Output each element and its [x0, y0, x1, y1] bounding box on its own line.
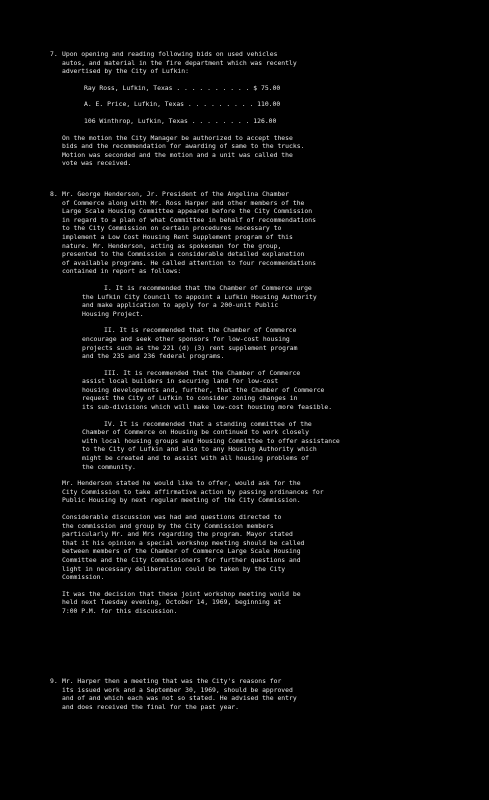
- text-line: encourage and seek other sponsors for low-cost housing: [82, 334, 290, 343]
- text-line: projects such as the 221 (d) (3) rent supplement program: [82, 343, 298, 352]
- text-line: bids and the recommendation for awarding of same to the trucks.: [62, 142, 305, 151]
- text-line: and make application to apply for a 200-unit Public: [82, 301, 279, 310]
- text-line: Commission.: [62, 573, 105, 582]
- text-line: Chamber of Commerce on Housing be continued to work closely: [82, 428, 310, 437]
- item-number: 7.: [50, 50, 58, 58]
- text-line: in regard to a plan of what Committee in behalf of recommendations: [62, 215, 316, 224]
- text-line: of Commerce along with Mr. Ross Harper and other members of the: [62, 198, 305, 207]
- text-line: Mr. Henderson stated he would like to offer, would ask for the: [62, 479, 301, 488]
- text-line: the commission and group by the City Commission members: [62, 521, 274, 530]
- agenda-item-9: [50, 677, 432, 711]
- text-line: I. It is recommended that the Chamber of Commerce urge: [104, 283, 312, 292]
- text-line: and does received the final for the past year.: [62, 702, 239, 711]
- text-line: might be created and to assist with all housing problems of: [82, 454, 310, 463]
- agenda-item-7: [50, 50, 432, 168]
- text-line: implement a Low Cost Housing Rent Supplement program of this: [62, 232, 293, 241]
- text-line: It was the decision that these joint workshop meeting would be: [62, 589, 301, 598]
- text-line: particularly Mr. and Mrs regarding the program. Mayor stated: [62, 530, 293, 539]
- text-line: II. It is recommended that the Chamber of Commerce: [104, 326, 297, 335]
- text-line: City Commission to take affirmative action by passing ordinances for: [62, 487, 324, 496]
- text-line: between members of the Chamber of Commerce Large Scale Housing: [62, 547, 301, 556]
- text-line: and of and which each was not so stated. He advised the entry: [62, 694, 297, 703]
- bid-line: A. E. Price, Lufkin, Texas . . . . . . . . . 110.00: [84, 100, 281, 109]
- text-line: III. It is recommended that the Chamber of Commerce: [104, 368, 301, 377]
- text-line: Upon opening and reading following bids on used vehicles: [62, 50, 278, 58]
- bid-line: Ray Ross, Lufkin, Texas . . . . . . . . . . $ 75.00: [84, 83, 281, 92]
- text-line: Motion was seconded and the motion and a unit was called the: [62, 150, 293, 159]
- text-line: its issued work and a September 30, 1969, should be approved: [62, 685, 293, 694]
- text-line: Committee and the City Commissioners for further questions and: [62, 555, 301, 564]
- item-number: 8.: [50, 190, 58, 198]
- text-line: request the City of Lufkin to consider zoning changes in: [82, 394, 298, 403]
- text-line: of available programs. He called attention to four recommendations: [62, 258, 316, 267]
- text-line: Considerable discussion was had and questions directed to: [62, 513, 282, 521]
- text-line: that it his opinion a special workshop meeting should be called: [62, 538, 305, 547]
- paragraph: [62, 590, 432, 616]
- text-line: housing developments and, further, that the Chamber of Commerce: [82, 385, 325, 394]
- text-line: IV. It is recommended that a standing committee of the: [104, 419, 312, 428]
- paragraph: [62, 513, 432, 582]
- recommendation-2: [82, 326, 432, 360]
- text-line: the community.: [82, 462, 136, 471]
- text-line: On the motion the City Manager be authorized to accept these: [62, 133, 293, 142]
- text-line: Large Scale Housing Committee appeared before the City Commission: [62, 207, 313, 216]
- text-line: 7:00 P.M. for this discussion.: [62, 606, 178, 615]
- item-number: 9.: [50, 677, 58, 685]
- text-line: held next Tuesday evening, October 14, 1969, beginning at: [62, 598, 282, 607]
- recommendation-4: [82, 420, 432, 472]
- text-line: to the City of Lufkin and also to any Housing Authority which: [82, 445, 317, 454]
- text-line: nature. Mr. Henderson, acting as spokesman for the group,: [62, 241, 282, 250]
- bid-line: 106 Winthrop, Lufkin, Texas . . . . . . . . 126.00: [84, 116, 277, 125]
- agenda-item-8: [50, 190, 432, 616]
- text-line: presented to the Commission a considerable detailed explanation: [62, 250, 305, 259]
- text-line: autos, and material in the fire department which was recently: [62, 58, 297, 67]
- text-line: to the City Commission on certain procedures necessary to: [62, 224, 282, 233]
- text-line: contained in report as follows:: [62, 267, 182, 276]
- paragraph: [62, 479, 432, 505]
- recommendation-1: [82, 284, 432, 318]
- bid-list: [84, 84, 432, 126]
- text-line: Housing Project.: [82, 309, 144, 318]
- text-line: vote was received.: [62, 159, 132, 168]
- text-line: and the 235 and 236 federal programs.: [82, 352, 225, 361]
- text-line: Mr. Harper then a meeting that was the City's reasons for: [62, 677, 282, 685]
- text-line: assist local builders in securing land for low-cost: [82, 377, 279, 386]
- text-line: Public Housing by next regular meeting of the City Commission.: [62, 496, 301, 505]
- text-line: with local housing groups and Housing Committee to offer assistance: [82, 436, 340, 445]
- text-line: advertised by the City of Lufkin:: [62, 67, 189, 76]
- text-line: light in necessary deliberation could be taken by the City: [62, 564, 286, 573]
- recommendation-3: [82, 369, 432, 412]
- text-line: its sub-divisions which will make low-cost housing more feasible.: [82, 403, 333, 412]
- text-line: the Lufkin City Council to appoint a Lufkin Housing Authority: [82, 292, 317, 301]
- text-line: Mr. George Henderson, Jr. President of the Angelina Chamber: [62, 190, 290, 198]
